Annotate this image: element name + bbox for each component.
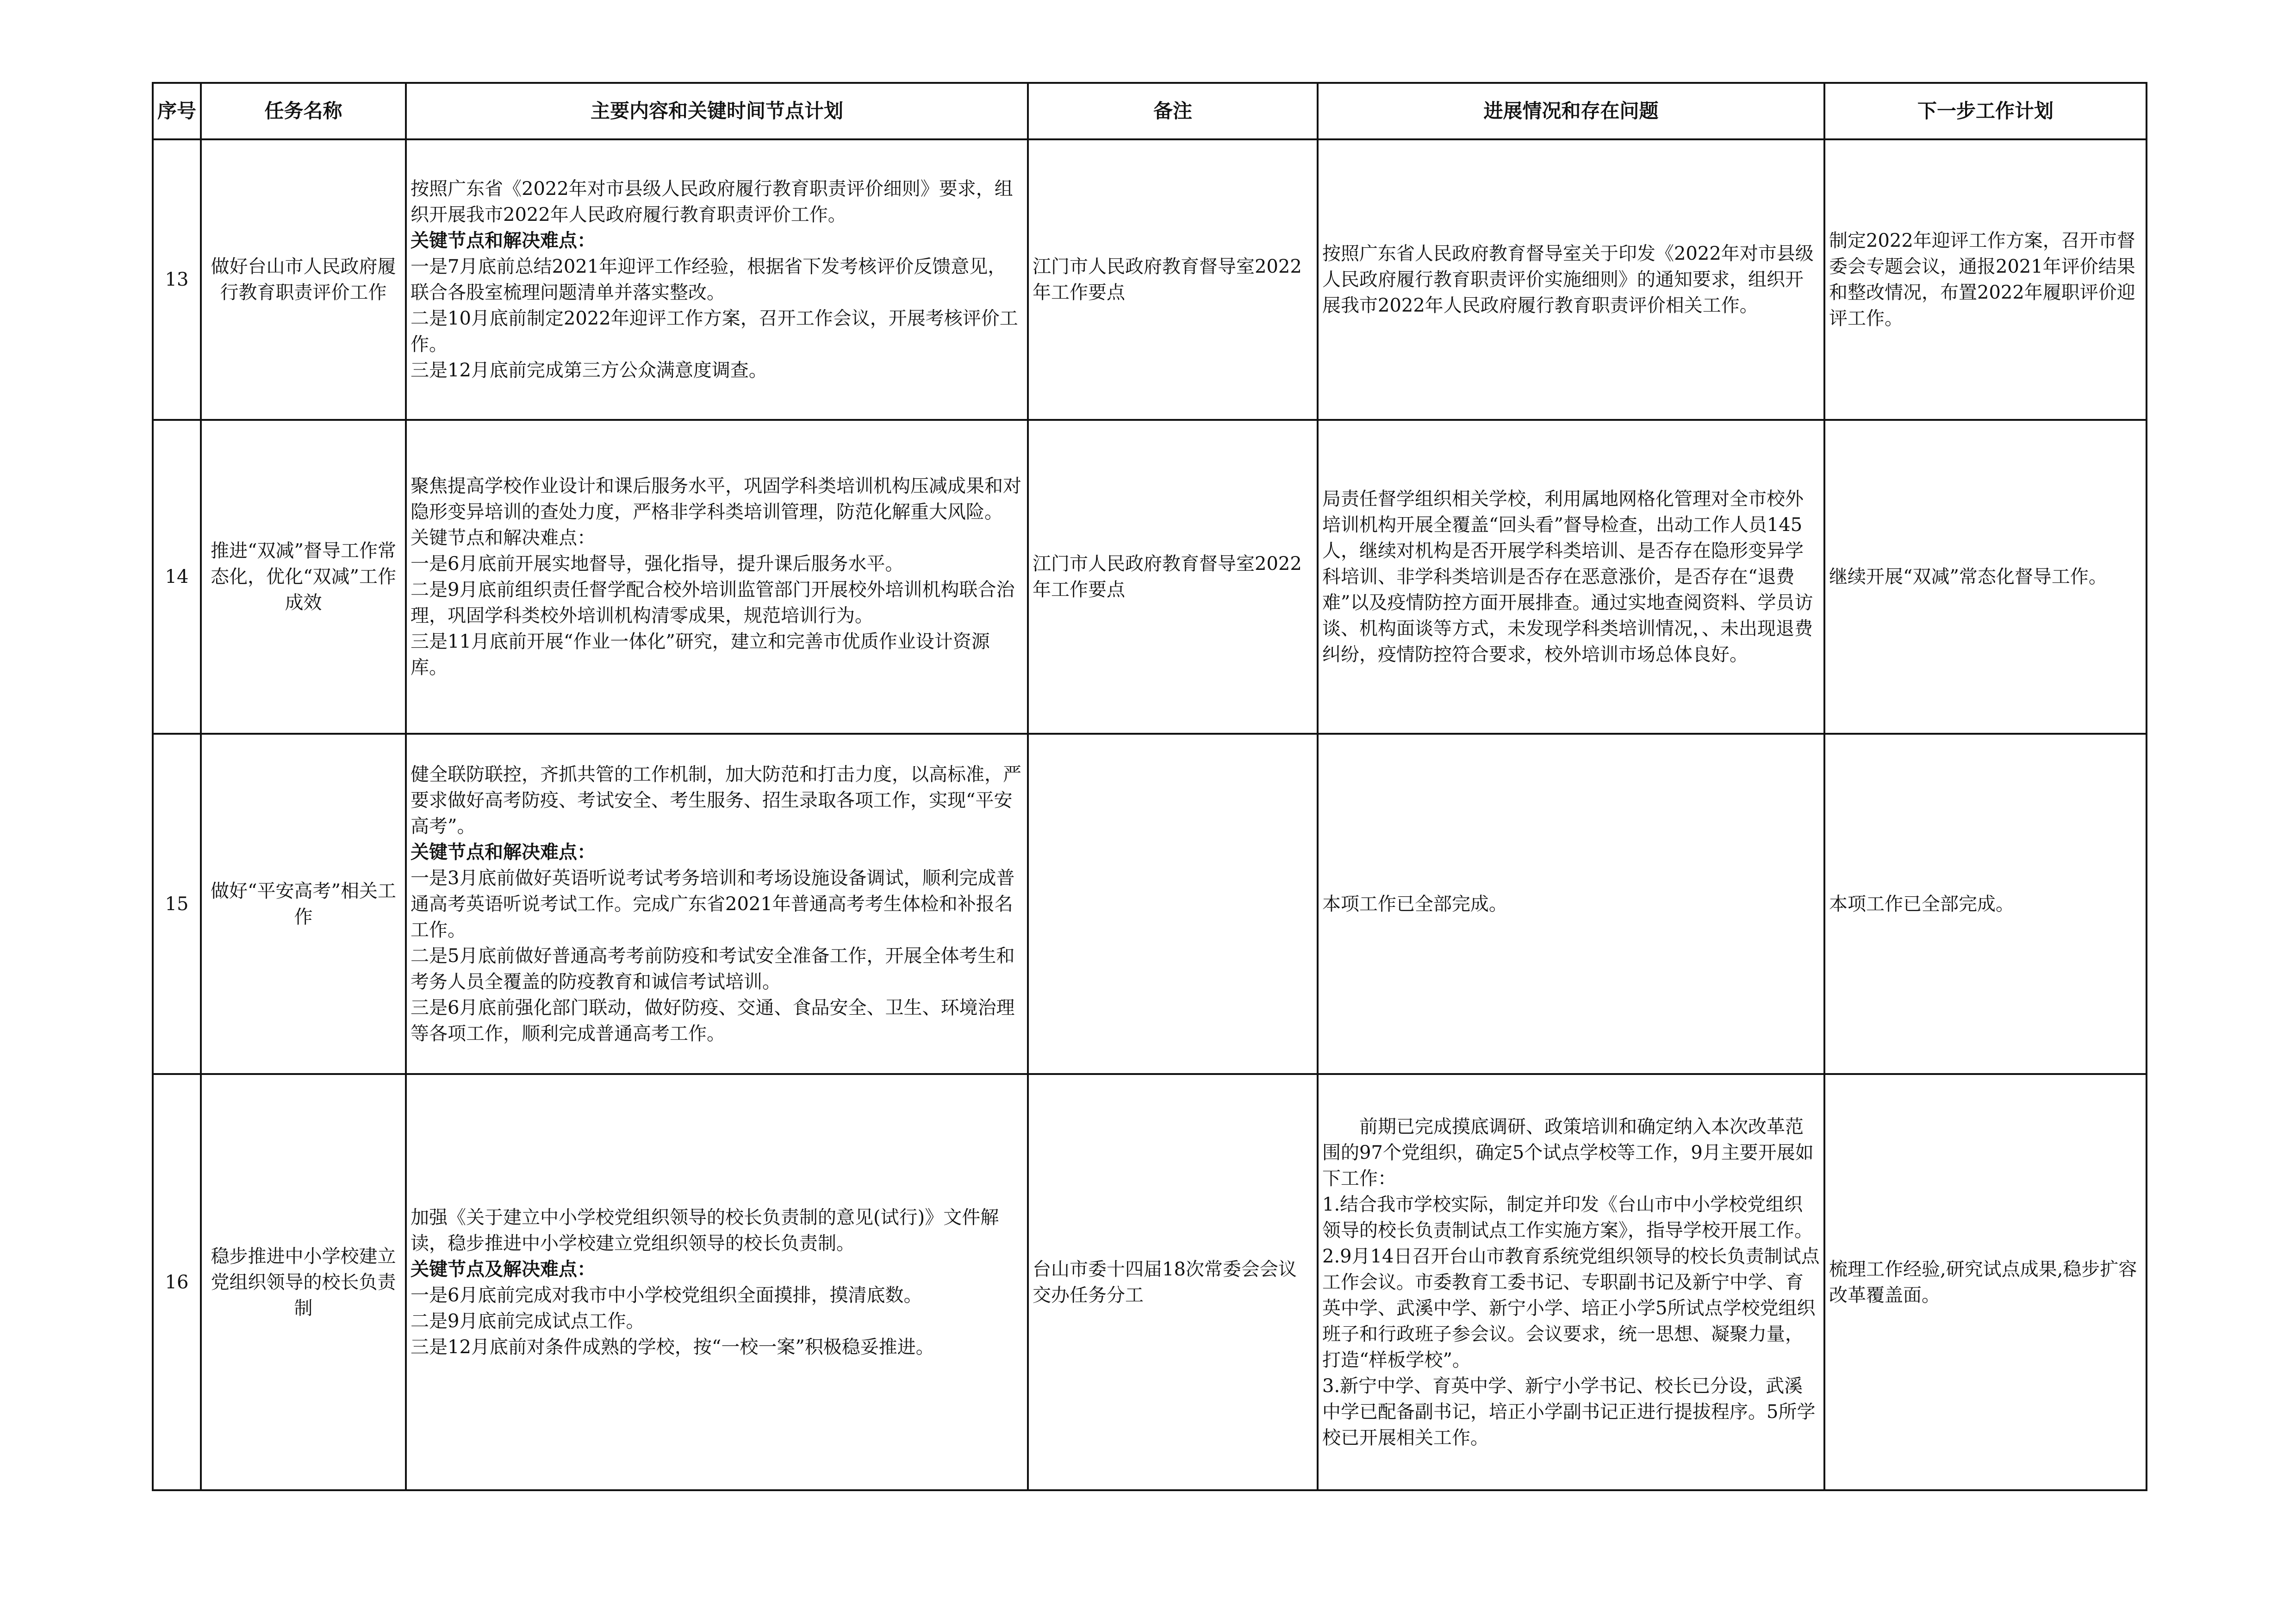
plan-line: 健全联防联控，齐抓共管的工作机制，加大防范和打击力度，以高标准，严要求做好高考防疫、考试安全、考生服务、招生录取各项工作，实现“平安高考”。 bbox=[411, 763, 1021, 837]
progress-cell bbox=[1318, 734, 1824, 1074]
table-row bbox=[153, 1074, 2147, 1490]
plan-line: 三是6月底前强化部门联动，做好防疫、交通、食品安全、卫生、环境治理等各项工作，顺利完成普通高考工作。 bbox=[411, 997, 1015, 1044]
plan-line: 按照广东省《2022年对市县级人民政府履行教育职责评价细则》要求，组织开展我市2022年人民政府履行教育职责评价工作。 bbox=[411, 178, 1013, 225]
task-name: 推进“双减”督导工作常态化，优化“双减”工作成效 bbox=[201, 420, 406, 734]
progress-cell bbox=[1318, 139, 1824, 420]
row-index: 16 bbox=[153, 1074, 201, 1490]
plan-line: 聚焦提高学校作业设计和课后服务水平，巩固学科类培训机构压减成果和对隐形变异培训的查处力度，严格非学科类培训管理，防范化解重大风险。 bbox=[411, 475, 1021, 523]
table-header bbox=[153, 83, 2147, 139]
plan-line: 关键节点和解决难点： bbox=[411, 230, 596, 251]
header-index: 序号 bbox=[153, 83, 201, 139]
plan-line: 三是11月底前开展“作业一体化”研究，建立和完善市优质作业设计资源库。 bbox=[411, 631, 990, 678]
task-name: 做好“平安高考”相关工作 bbox=[201, 734, 406, 1074]
plan-line: 关键节点和解决难点： bbox=[411, 841, 596, 863]
plan-line: 二是10月底前制定2022年迎评工作方案，召开工作会议，开展考核评价工作。 bbox=[411, 308, 1018, 355]
plan-cell bbox=[406, 1074, 1028, 1490]
table-row bbox=[153, 139, 2147, 420]
plan-line: 一是7月底前总结2021年迎评工作经验，根据省下发考核评价反馈意见，联合各股室梳理问题清单并落实整改。 bbox=[411, 256, 1007, 303]
progress-line: 3.新宁中学、育英中学、新宁小学书记、校长已分设，武溪中学已配备副书记，培正小学副书记正进行提拔程序。5所学校已开展相关工作。 bbox=[1322, 1375, 1816, 1449]
progress-line: 1.结合我市学校实际，制定并印发《台山市中小学校党组织领导的校长负责制试点工作实施方案》，指导学校开展工作。 bbox=[1322, 1193, 1813, 1241]
plan-line: 二是9月底前组织责任督学配合校外培训监管部门开展校外培训机构联合治理，巩固学科类校外培训机构清零成果，规范培训行为。 bbox=[411, 579, 1015, 626]
progress-cell bbox=[1318, 420, 1824, 734]
progress-line: 2.9月14日召开台山市教育系统党组织领导的校长负责制试点工作会议。市委教育工委书记、专职副书记及新宁中学、育英中学、武溪中学、新宁小学、培正小学5所试点学校党组织班子和行政班子参会议。会议要求，统一思想、凝聚力量，打造“样板学校”。 bbox=[1322, 1245, 1820, 1371]
plan-line: 一是6月底前开展实地督导，强化指导，提升课后服务水平。 bbox=[411, 553, 904, 575]
plan-cell bbox=[406, 139, 1028, 420]
table-row bbox=[153, 734, 2147, 1074]
progress-line: 按照广东省人民政府教育督导室关于印发《2022年对市县级人民政府履行教育职责评价实施细则》的通知要求，组织开展我市2022年人民政府履行教育职责评价相关工作。 bbox=[1322, 243, 1814, 316]
plan-cell bbox=[406, 420, 1028, 734]
plan-line: 加强《关于建立中小学校党组织领导的校长负责制的意见(试行)》文件解读，稳步推进中小学校建立党组织领导的校长负责制。 bbox=[411, 1206, 999, 1254]
plan-line: 二是9月底前完成试点工作。 bbox=[411, 1310, 645, 1332]
table-row bbox=[153, 420, 2147, 734]
header-next-plan: 下一步工作计划 bbox=[1824, 83, 2147, 139]
note-cell: 江门市人民政府教育督导室2022年工作要点 bbox=[1028, 139, 1318, 420]
note-cell: 江门市人民政府教育督导室2022年工作要点 bbox=[1028, 420, 1318, 734]
next-plan-cell: 制定2022年迎评工作方案，召开市督委会专题会议，通报2021年评价结果和整改情况，布置2022年履职评价迎评工作。 bbox=[1824, 139, 2147, 420]
note-cell: 台山市委十四届18次常委会会议交办任务分工 bbox=[1028, 1074, 1318, 1490]
plan-line: 三是12月底前对条件成熟的学校，按“一校一案”积极稳妥推进。 bbox=[411, 1336, 934, 1358]
progress-cell bbox=[1318, 1074, 1824, 1490]
note-cell bbox=[1028, 734, 1318, 1074]
plan-line: 三是12月底前完成第三方公众满意度调查。 bbox=[411, 360, 767, 381]
plan-cell bbox=[406, 734, 1028, 1074]
header-progress: 进展情况和存在问题 bbox=[1318, 83, 1824, 139]
plan-line: 关键节点及解决难点： bbox=[411, 1258, 596, 1280]
next-plan-cell: 梳理工作经验,研究试点成果,稳步扩容改革覆盖面。 bbox=[1824, 1074, 2147, 1490]
plan-line: 一是6月底前完成对我市中小学校党组织全面摸排，摸清底数。 bbox=[411, 1284, 922, 1306]
plan-line: 二是5月底前做好普通高考考前防疫和考试安全准备工作，开展全体考生和考务人员全覆盖的防疫教育和诚信考试培训。 bbox=[411, 945, 1015, 993]
table-body bbox=[153, 139, 2147, 1490]
progress-line: 本项工作已全部完成。 bbox=[1322, 893, 1507, 915]
task-name: 稳步推进中小学校建立党组织领导的校长负责制 bbox=[201, 1074, 406, 1490]
row-index: 15 bbox=[153, 734, 201, 1074]
progress-line: 局责任督学组织相关学校，利用属地网格化管理对全市校外培训机构开展全覆盖“回头看”督导检查，出动工作人员145人，继续对机构是否开展学科类培训、是否存在隐形变异学科培训、非学科类培训是否存在恶意涨价，是否存在“退费难”以及疫情防控方面开展排查。通过实地查阅资料、学员访谈、机构面谈等方式，未发现学科类培训情况，、未出现退费纠纷，疫情防控符合要求，校外培训市场总体良好。 bbox=[1322, 488, 1813, 665]
row-index: 13 bbox=[153, 139, 201, 420]
task-name: 做好台山市人民政府履行教育职责评价工作 bbox=[201, 139, 406, 420]
row-index: 14 bbox=[153, 420, 201, 734]
header-note: 备注 bbox=[1028, 83, 1318, 139]
plan-line: 关键节点和解决难点： bbox=[411, 527, 596, 549]
progress-line: 前期已完成摸底调研、政策培训和确定纳入本次改革范围的97个党组织，确定5个试点学校等工作，9月主要开展如下工作： bbox=[1322, 1116, 1814, 1189]
header-plan: 主要内容和关键时间节点计划 bbox=[406, 83, 1028, 139]
next-plan-cell: 继续开展“双减”常态化督导工作。 bbox=[1824, 420, 2147, 734]
header-row bbox=[153, 83, 2147, 139]
next-plan-cell: 本项工作已全部完成。 bbox=[1824, 734, 2147, 1074]
header-task-name: 任务名称 bbox=[201, 83, 406, 139]
plan-line: 一是3月底前做好英语听说考试考务培训和考场设施设备调试，顺利完成普通高考英语听说考试工作。完成广东省2021年普通高考考生体检和补报名工作。 bbox=[411, 867, 1015, 941]
task-table bbox=[152, 82, 2147, 1491]
